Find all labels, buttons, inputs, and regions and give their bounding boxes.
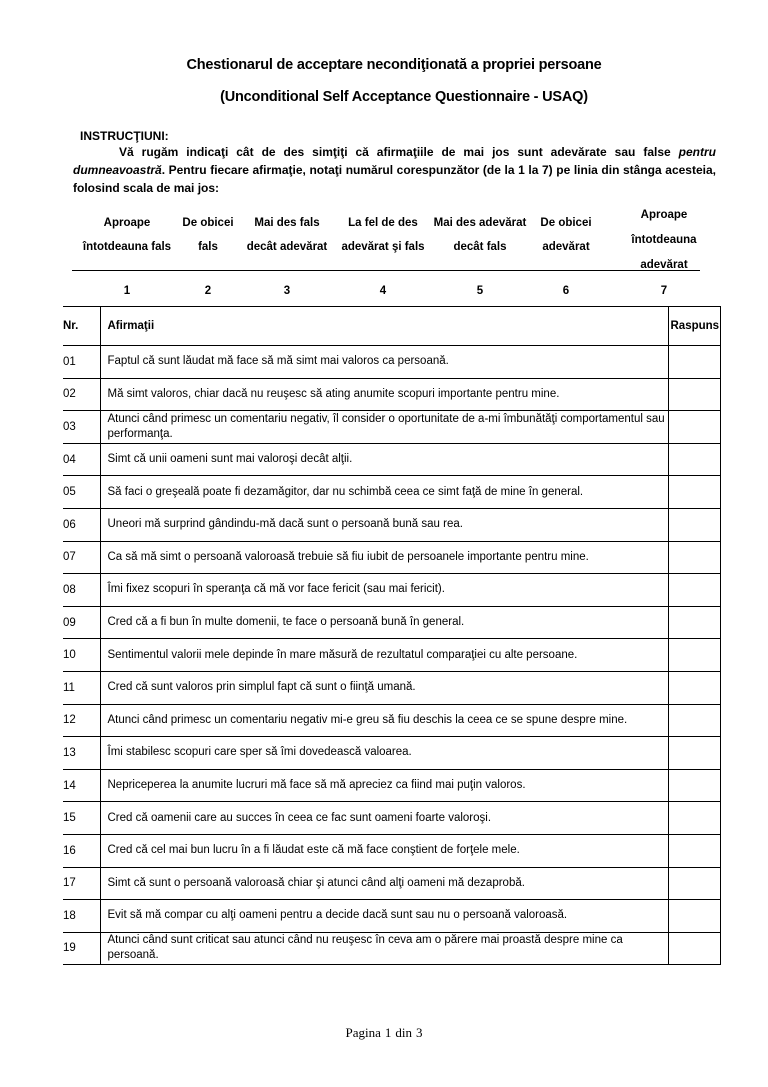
answer-cell[interactable] (668, 476, 720, 509)
answer-cell[interactable] (668, 574, 720, 607)
statement-number: 12 (63, 704, 100, 737)
statement-text: Ca să mă simt o persoană valoroasă trebuie să fiu iubit de persoanele importante pentru mine. (100, 541, 668, 574)
statement-number: 01 (63, 346, 100, 379)
answer-cell[interactable] (668, 378, 720, 411)
table-row (63, 378, 720, 411)
scale-option-7 (620, 203, 708, 297)
scale-label: Aproape întotdeauna fals (82, 217, 172, 253)
statement-text: Atunci când primesc un comentariu negativ mi-e greu să fiu deschis la ceea ce se spune despre mine. (100, 704, 668, 737)
statement-number: 13 (63, 737, 100, 770)
instructions-heading: INSTRUCŢIUNI: (80, 129, 169, 143)
answer-cell[interactable] (668, 508, 720, 541)
scale-divider (72, 270, 700, 271)
table-row (63, 737, 720, 770)
answer-cell[interactable] (668, 769, 720, 802)
statement-number: 17 (63, 867, 100, 900)
statement-text: Simt că unii oameni sunt mai valoroşi decât alţii. (100, 443, 668, 476)
statement-text: Cred că cel mai bun lucru în a fi lăudat este că mă face conştient de forţele mele. (100, 834, 668, 867)
statement-text: Sentimentul valorii mele depinde în mare măsură de rezultatul comparaţiei cu alte persoane. (100, 639, 668, 672)
scale-label: Aproape întotdeauna adevărat (631, 209, 697, 271)
statement-number: 14 (63, 769, 100, 802)
answer-cell[interactable] (668, 737, 720, 770)
statement-number: 19 (63, 932, 100, 965)
statement-text: Simt că sunt o persoană valoroasă chiar şi atunci când alţi oameni mă dezaprobă. (100, 867, 668, 900)
table-row (63, 346, 720, 379)
scale-option-2 (175, 211, 241, 297)
table-row (63, 769, 720, 802)
page-footer (0, 1025, 768, 1041)
statement-text: Îmi fixez scopuri în speranţa că mă vor face fericit (sau mai fericit). (100, 574, 668, 607)
statement-text: Îmi stabilesc scopuri care sper să îmi dovedească valoarea. (100, 737, 668, 770)
answer-cell[interactable] (668, 443, 720, 476)
statement-text: Atunci când sunt criticat sau atunci când nu reuşesc în ceva am o părere mai proastă despre mine ca persoană. (100, 932, 668, 965)
response-scale (0, 200, 768, 297)
scale-label: De obicei fals (182, 217, 234, 253)
page-total: 3 (416, 1025, 423, 1040)
scale-option-1 (72, 211, 182, 297)
answer-cell[interactable] (668, 900, 720, 933)
statement-text: Evit să mă compar cu alţi oameni pentru a decide dacă sunt sau nu o persoană valoroasă. (100, 900, 668, 933)
statement-text: Cred că a fi bun în multe domenii, te face o persoană bună în general. (100, 606, 668, 639)
statement-number: 04 (63, 443, 100, 476)
scale-option-4 (336, 211, 430, 297)
scale-value: 3 (283, 285, 291, 297)
table-row (63, 867, 720, 900)
scale-value: 6 (562, 285, 570, 297)
table-row (63, 802, 720, 835)
page-number: 1 (384, 1025, 392, 1040)
statement-number: 06 (63, 508, 100, 541)
statement-number: 11 (63, 671, 100, 704)
statement-text: Cred că sunt valoros prin simplul fapt că sunt o fiinţă umană. (100, 671, 668, 704)
statement-text: Uneori mă surprind gândindu-mă dacă sunt o persoană bună sau rea. (100, 508, 668, 541)
scale-value: 5 (476, 285, 484, 297)
table-row (63, 932, 720, 965)
scale-label: Mai des adevărat decât fals (433, 217, 527, 253)
document-subtitle: (Unconditional Self Acceptance Questionnaire - USAQ) (220, 89, 588, 105)
table-row (63, 704, 720, 737)
scale-option-6 (533, 211, 599, 297)
statement-number: 09 (63, 606, 100, 639)
statements-table (63, 306, 721, 965)
answer-cell[interactable] (668, 411, 720, 444)
statement-number: 18 (63, 900, 100, 933)
answer-cell[interactable] (668, 834, 720, 867)
table-row (63, 476, 720, 509)
answer-cell[interactable] (668, 671, 720, 704)
scale-value: 2 (204, 285, 212, 297)
scale-label: La fel de des adevărat şi fals (341, 217, 425, 253)
statement-number: 02 (63, 378, 100, 411)
scale-option-3 (240, 211, 334, 297)
table-row (63, 541, 720, 574)
scale-value: 4 (379, 285, 387, 297)
column-header-answer: Raspuns (668, 307, 720, 346)
table-row (63, 639, 720, 672)
statement-number: 08 (63, 574, 100, 607)
of-word: din (395, 1025, 412, 1040)
statement-number: 10 (63, 639, 100, 672)
statement-number: 07 (63, 541, 100, 574)
table-header-row (63, 307, 720, 346)
answer-cell[interactable] (668, 541, 720, 574)
statement-number: 16 (63, 834, 100, 867)
table-row (63, 443, 720, 476)
statement-number: 15 (63, 802, 100, 835)
column-header-nr: Nr. (63, 307, 100, 346)
answer-cell[interactable] (668, 932, 720, 965)
statement-text: Faptul că sunt lăudat mă face să mă simt mai valoros ca persoană. (100, 346, 668, 379)
statement-number: 05 (63, 476, 100, 509)
statement-text: Să faci o greşeală poate fi dezamăgitor, dar nu schimbă ceea ce simt faţă de mine în general. (100, 476, 668, 509)
scale-label: Mai des fals decât adevărat (246, 217, 328, 253)
answer-cell[interactable] (668, 704, 720, 737)
scale-value: 7 (660, 285, 668, 297)
page-word: Pagina (345, 1025, 381, 1040)
answer-cell[interactable] (668, 867, 720, 900)
table-row (63, 671, 720, 704)
statement-text: Cred că oamenii care au succes în ceea ce fac sunt oameni foarte valoroşi. (100, 802, 668, 835)
statement-text: Mă simt valoros, chiar dacă nu reuşesc să ating anumite scopuri importante pentru mine. (100, 378, 668, 411)
column-header-statement: Afirmaţii (100, 307, 668, 346)
instructions-text: Vă rugăm indicaţi cât de des simţiţi că afirmaţiile de mai jos sunt adevărate sau false pentru dumneavoastră. Pentru fiecare afirmaţie, notaţi numărul corespunzător (de la 1 la 7) pe linia din stânga acesteia, folosind scala de mai jos: (73, 145, 716, 195)
scale-value: 1 (123, 285, 131, 297)
table-row (63, 834, 720, 867)
table-row (63, 606, 720, 639)
table-row (63, 574, 720, 607)
table-row (63, 900, 720, 933)
answer-cell[interactable] (668, 639, 720, 672)
statement-text: Nepriceperea la anumite lucruri mă face să mă apreciez ca fiind mai puţin valoros. (100, 769, 668, 802)
scale-label: De obicei adevărat (540, 217, 592, 253)
table-row (63, 508, 720, 541)
answer-cell[interactable] (668, 606, 720, 639)
answer-cell[interactable] (668, 802, 720, 835)
statement-text: Atunci când primesc un comentariu negativ, îl consider o oportunitate de a-mi îmbunătăţi comportamentul sau performanţa. (100, 411, 668, 444)
answer-cell[interactable] (668, 346, 720, 379)
document-title: Chestionarul de acceptare necondiţionată a propriei persoane (186, 57, 602, 73)
scale-option-5 (428, 211, 532, 297)
statement-number: 03 (63, 411, 100, 444)
table-row (63, 411, 720, 444)
